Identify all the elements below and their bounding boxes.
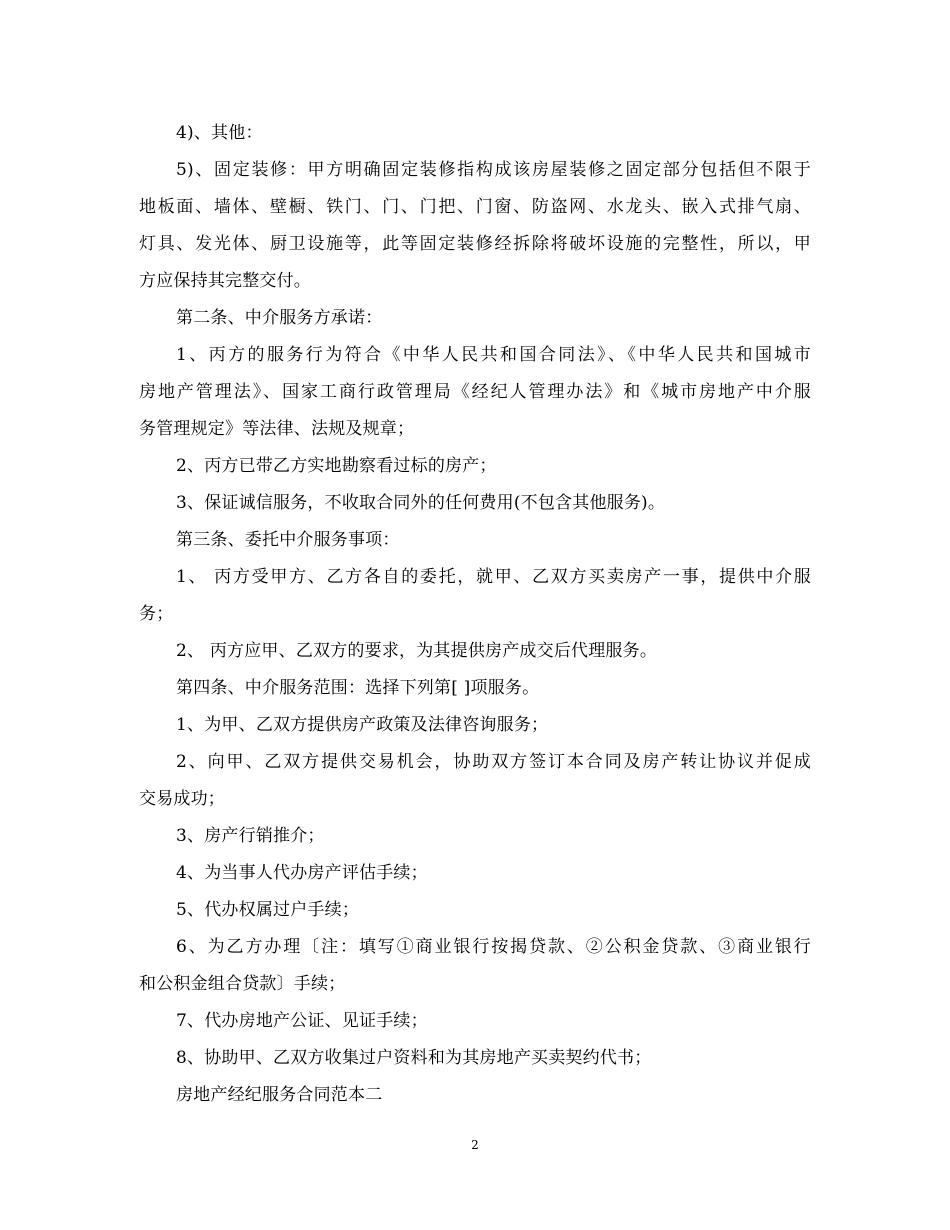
text-line: 1、 丙方受甲方、乙方各自的委托，就甲、乙双方买卖房产一事，提供中介服	[176, 567, 811, 587]
text-line: 第三条、委托中介服务事项：	[176, 530, 400, 550]
document-body	[139, 115, 811, 1114]
text-line: 地板面、墙体、壁橱、铁门、门、门把、门窗、防盗网、水龙头、嵌入式排气扇、	[139, 197, 811, 217]
text-line: 方应保持其完整交付。	[139, 271, 311, 291]
text-line: 2、 丙方应甲、乙双方的要求，为其提供房产成交后代理服务。	[176, 641, 658, 661]
text-line: 交易成功；	[139, 789, 225, 809]
text-line: 房地产经纪服务合同范本二	[176, 1085, 383, 1105]
page-number: 2	[471, 1138, 479, 1152]
text-line: 5)、固定装修：甲方明确固定装修指构成该房屋装修之固定部分包括但不限于	[176, 160, 811, 180]
text-line: 3、房产行销推介；	[176, 826, 325, 846]
text-line: 1、丙方的服务行为符合《中华人民共和国合同法》、《中华人民共和国城市	[176, 345, 811, 365]
text-line: 务；	[139, 604, 174, 624]
text-line: 4、为当事人代办房产评估手续；	[176, 863, 428, 883]
text-line: 3、保证诚信服务，不收取合同外的任何费用(不包含其他服务)。	[176, 493, 666, 513]
text-line: 6、为乙方办理〔注：填写①商业银行按揭贷款、②公积金贷款、③商业银行	[176, 937, 811, 957]
text-line: 和公积金组合贷款〕手续；	[139, 974, 346, 994]
text-line: 2、丙方已带乙方实地勘察看过标的房产；	[176, 456, 497, 476]
text-line: 4)、其他：	[176, 123, 263, 143]
text-line: 第四条、中介服务范围：选择下列第[ ]项服务。	[176, 678, 540, 698]
text-line: 8、协助甲、乙双方收集过户资料和为其房地产买卖契约代书；	[176, 1048, 652, 1068]
text-line: 2、向甲、乙双方提供交易机会，协助双方签订本合同及房产转让协议并促成	[176, 752, 811, 772]
text-line: 灯具、发光体、厨卫设施等，此等固定装修经拆除将破坏设施的完整性，所以，甲	[139, 234, 811, 254]
text-line: 房地产管理法》、国家工商行政管理局《经纪人管理办法》和《城市房地产中介服	[139, 382, 811, 402]
text-line: 务管理规定》等法律、法规及规章；	[139, 419, 415, 439]
text-line: 第二条、中介服务方承诺：	[176, 308, 383, 328]
text-line: 1、为甲、乙双方提供房产政策及法律咨询服务；	[176, 715, 549, 735]
text-line: 5、代办权属过户手续；	[176, 900, 360, 920]
text-line: 7、代办房地产公证、见证手续；	[176, 1011, 428, 1031]
